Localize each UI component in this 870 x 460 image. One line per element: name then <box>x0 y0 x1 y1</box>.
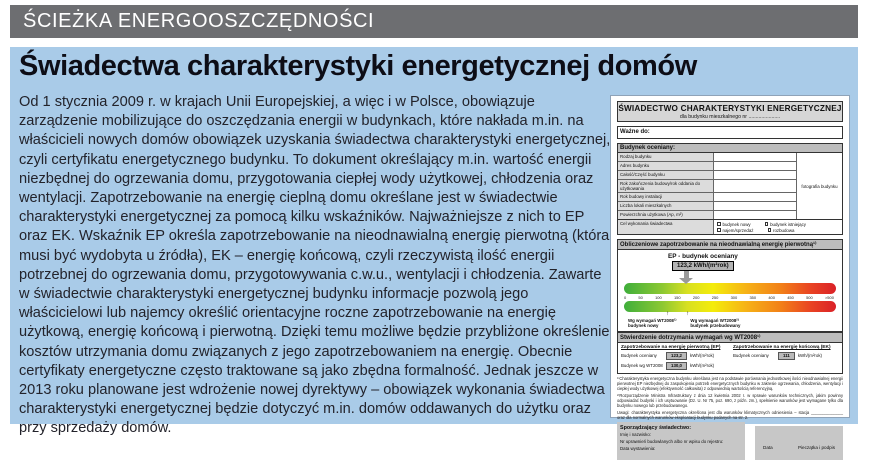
purpose-label: Cel wykonania świadectwa <box>618 220 714 234</box>
table-row: Budynek oceniany 111 kWh/(m²rok) <box>733 353 822 359</box>
compliance-table <box>617 343 843 374</box>
energy-scale <box>617 250 843 332</box>
page-title: Świadectwa charakterystyki energetycznej domów <box>19 50 697 82</box>
wt2008-new-building-label: Wg wymagań WT2008¹⁾ budynek nowy <box>628 318 677 329</box>
checkbox-icon <box>717 222 721 226</box>
compliance-header: Stwierdzenie dotrzymania wymagań wg WT2008¹⁾ <box>617 332 843 343</box>
table-row: Powierzchnia użytkowa (Ap, m²) <box>618 211 796 219</box>
certificate-title-box <box>617 101 843 122</box>
article-body: Od 1 stycznia 2009 r. w krajach Unii Europejskiej, a więc i w Polsce, obowiązuje zarządzenie mobilizujące do oszczędzania energii w budynkach, które nakłada m.in. na właścicieli nowych domów obowiązek uzyskania świadectwa charakterystyki energetycznej, czyli certyfikatu energetycznego budynku. To dokument określający m.in. wartość energii niezbędnej do ogrzewania domu, przygotowania ciepłej wody użytkowej, chłodzenia oraz wentylacji. Zapotrzebowanie na energię cieplną domu określane jest w świadectwie charakterystyki energetycznej za pomocą kilku wskaźników. Najważniejsze z nich to EP oraz EK. Wskaźnik EP określa zapotrzebowanie na nieodnawialną energię pierwotną (która musi być wydobyta u źródła), EK – energię końcową, czyli rzeczywistą ilość energii potrzebnej do ogrzewania domu, przygotowywania c.w.u., wentylacji i chłodzenia. Zawarte w świadectwie charakterystyki energetycznej budynku informacje pozwolą jego właścicielowi lub najemcy określić orientacyjne roczne zapotrzebowanie na energię użytkową, energię końcową i pierwotną. Dzięki temu możliwe będzie przybliżone określenie kosztów utrzymania domu związanych z jego zapotrzebowaniem na energię. Obecnie certyfikaty energetyczne często traktowane są jako zbędna formalność. Jednak jeszcze w 2013 roku planowane jest wdrożenie nowej dyrektywy – obowiązek wykonania świadectwa charakterystyki energetycznej będzie dotyczyć m.in. domów oddawanych do użytku oraz przy sprzedaży domów. <box>19 94 611 437</box>
ek-column: Zapotrzebowanie na energię końcową (EK) Budynek oceniany 111 kWh/(m²rok) <box>733 345 839 370</box>
issuer-info-box: Sporządzający świadectwo: Imię i nazwisko: Nr uprawnień budowlanych albo nr wpisu do rejestru: Data wystawienia: <box>617 422 745 460</box>
ek-value: 111 <box>778 352 795 360</box>
footnote: Uwagi: charakterystyka energetyczna określona jest dla warunków klimatycznych odniesienia – stacja ______________ oraz dla normalnych warunków eksploatacji budynku podanych na str. 2. <box>617 409 843 420</box>
table-row: Rok budowy instalacji <box>618 193 796 202</box>
building-photo-placeholder: fotografia budynku <box>796 153 842 219</box>
up-arrow-icon: ↑ <box>666 311 669 318</box>
checkbox-icon <box>765 222 769 226</box>
table-row: Budynek wg WT2008 130,0 kWh/(m²rok) <box>621 363 715 369</box>
section-header-label: ŚCIEŻKA ENERGOOSZCZĘDNOŚCI <box>23 10 375 32</box>
checkbox-option: najem/sprzedaż <box>717 228 754 233</box>
checkbox-option: budynek istniejący <box>765 222 806 227</box>
certificate-title: ŚWIADECTWO CHARAKTERYSTYKI ENERGETYCZNEJ <box>618 104 842 113</box>
energy-scale-bar-bottom <box>624 301 836 312</box>
ep-scale-title: EP - budynek oceniany <box>668 253 738 261</box>
article-panel <box>10 47 858 451</box>
checkbox-icon <box>717 228 721 232</box>
up-arrow-icon: ↑ <box>686 311 689 318</box>
certificate-footnotes <box>617 376 843 421</box>
empty-field <box>714 162 796 170</box>
ep-column: Zapotrzebowanie na energię pierwotną (EP) Budynek oceniany 123,2 kWh/(m²rok) Budynek wg WT2008 130,0 kWh/(m²rok) <box>621 345 727 370</box>
table-row: Rok zakończenia budowy/rok oddania do użytkowania <box>618 180 796 193</box>
requirement-arrows <box>624 312 836 318</box>
scale-ticks: 0 50 100 150 200 250 300 350 400 450 500 >500 <box>624 295 834 301</box>
table-row: Adres budynku <box>618 162 796 171</box>
empty-field <box>714 211 796 219</box>
building-section-header: Budynek oceniany: <box>617 143 843 153</box>
empty-field <box>714 193 796 201</box>
energy-scale-bar-top <box>624 283 836 294</box>
ep-ref-value: 130,0 <box>666 362 687 370</box>
table-row: Budynek oceniany 123,2 kWh/(m²rok) <box>621 353 715 359</box>
ep-value-box: 123,2 kWh/(m²rok) <box>672 261 734 271</box>
table-row: Rodzaj budynku <box>618 153 796 162</box>
empty-field <box>714 202 796 210</box>
footnote: ¹⁾Charakterystyka energetyczna budynku określana jest na podstawie porównania jednostkowej ilości nieodnawialnej energii pierwotnej EP niezbędnej do zaspokojenia potrzeb energetycznych budynku w zakresie ogrzewania, chłodzenia, wentylacji i ciepłej wody użytkowej (efektywność całkowita) z odpowiednią wartością referencyjną. <box>617 375 843 392</box>
checkbox-option: rozbudowa <box>768 228 795 233</box>
empty-field <box>714 180 796 192</box>
stamp-label: Pieczątka i podpis <box>797 445 835 451</box>
ep-marker-arrow <box>624 271 836 283</box>
ep-section-header: Obliczeniowe zapotrzebowanie na nieodnawialną energię pierwotną¹⁾ <box>617 239 843 250</box>
checkbox-option: budynek nowy <box>717 222 751 227</box>
building-table <box>617 153 843 220</box>
issuer-section <box>617 422 843 460</box>
table-row: Całość/Część budynku <box>618 171 796 180</box>
footnote: ²⁾Rozporządzenie Ministra Infrastruktury z dnia 12 kwietnia 2002 r. w sprawie warunków technicznych, jakim powinny odpowiadać budynki i ich usytuowanie (Dz. U. Nr 75, poz. 690, z późn. zm.), spełnienie warunków jest wymagane tylko dla budynku nowego lub przebudowanego. <box>617 392 843 409</box>
section-header-bar <box>10 5 858 38</box>
certificate-subtitle: dla budynku mieszkalnego nr ...................... <box>679 114 781 120</box>
checkbox-icon <box>768 228 772 232</box>
table-row: Liczba lokali mieszkalnych <box>618 202 796 211</box>
wt2008-rebuilt-building-label: Wg wymagań WT2008²⁾ budynek przebudowany <box>690 318 741 329</box>
certificate-purpose-row <box>617 220 843 235</box>
stamp-signature-box <box>755 426 843 460</box>
empty-field <box>714 153 796 161</box>
valid-until-field: Ważne do: <box>617 126 843 139</box>
energy-certificate-image <box>610 95 850 451</box>
empty-field <box>714 171 796 179</box>
date-label: Data <box>763 445 773 451</box>
ep-value: 123,2 <box>666 352 687 360</box>
